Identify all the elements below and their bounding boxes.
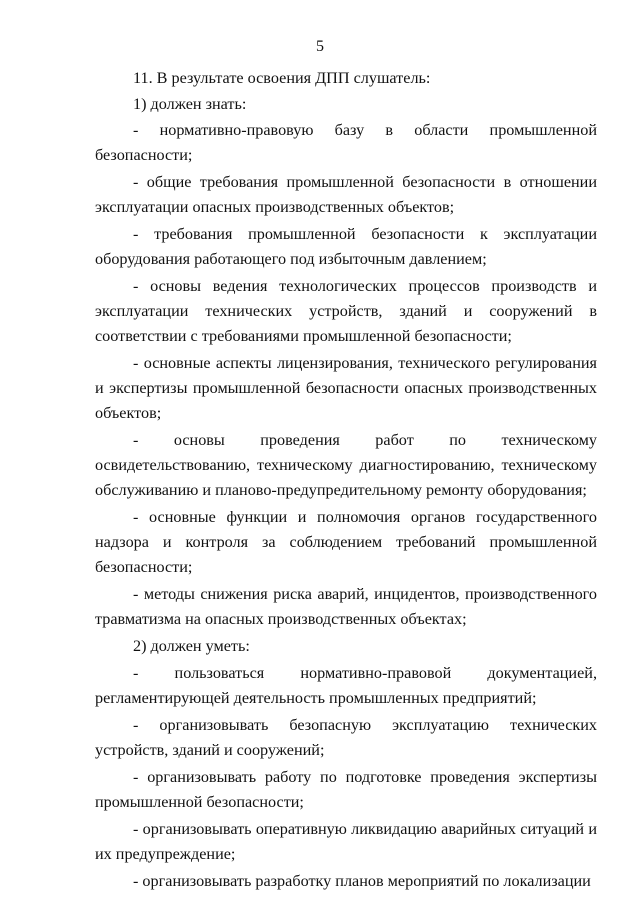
- paragraph-section-11: 11. В результате освоения ДПП слушатель:: [133, 69, 431, 87]
- paragraph-should-be-able: 2) должен уметь:: [133, 637, 250, 655]
- list-item-know-2: - общие требования промышленной безопасности в отношении эксплуатации опасных производственных объектов;: [95, 173, 597, 216]
- list-item-able-3: - организовывать работу по подготовке проведения экспертизы промышленной безопасности;: [95, 768, 597, 811]
- list-item-able-1: - пользоваться нормативно-правовой документацией, регламентирующей деятельность промышленных предприятий;: [95, 664, 597, 707]
- list-item-able-4: - организовывать оперативную ликвидацию аварийных ситуаций и их предупреждение;: [95, 820, 597, 863]
- list-item-able-5: - организовывать разработку планов мероприятий по локализации: [133, 872, 591, 890]
- list-item-able-2: - организовывать безопасную эксплуатацию технических устройств, зданий и сооружений;: [95, 716, 597, 759]
- list-item-know-6: - основы проведения работ по техническому освидетельствованию, техническому диагностированию, техническому обслуживанию и планово-предупредительному ремонту оборудования;: [95, 431, 597, 499]
- list-item-know-5: - основные аспекты лицензирования, технического регулирования и экспертизы промышленной безопасности опасных производственных объектов;: [95, 354, 597, 422]
- list-item-know-4: - основы ведения технологических процессов производств и эксплуатации технических устройств, зданий и сооружений в соответствии с требованиями промышленной безопасности;: [95, 277, 597, 345]
- document-body: [95, 66, 597, 895]
- list-item-know-7: - основные функции и полномочия органов государственного надзора и контроля за соблюдением требований промышленной безопасности;: [95, 508, 597, 576]
- list-item-know-3: - требования промышленной безопасности к эксплуатации оборудования работающего под избыточным давлением;: [95, 225, 597, 268]
- list-item-know-1: - нормативно-правовую базу в области промышленной безопасности;: [95, 121, 597, 164]
- list-item-know-8: - методы снижения риска аварий, инцидентов, производственного травматизма на опасных производственных объектах;: [95, 585, 597, 628]
- paragraph-should-know: 1) должен знать:: [133, 95, 247, 113]
- page-number: 5: [316, 38, 324, 55]
